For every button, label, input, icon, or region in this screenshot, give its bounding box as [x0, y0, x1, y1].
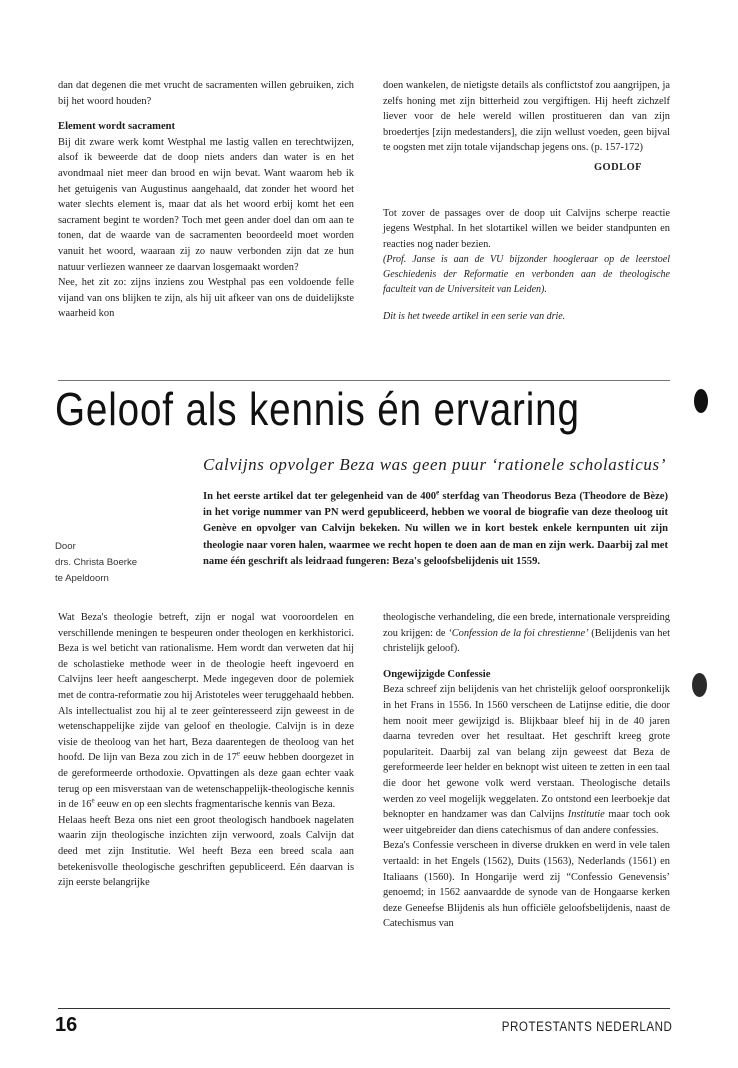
prev-closing-paragraph: Tot zover de passages over de doop uit Calvijns scherpe reactie jegens Westphal. In het slotartikel willen we beider standpunten en reacties nog nader bezien. [383, 207, 670, 250]
author-line-1: Door [55, 541, 76, 552]
author-signature: GODLOF [593, 161, 642, 173]
section-heading-confessie: Ongewijzigde Confessie [383, 668, 491, 680]
body-left-column [58, 610, 354, 891]
body-paragraph-3: theologische verhandeling, die een brede, internationale verspreiding zou krijgen: de ‘Confession de la foi chrestienne’ (Belijdenis van het christelijk geloof). [383, 612, 670, 655]
article-separator-line [58, 380, 670, 381]
footer-rule [58, 1008, 670, 1009]
body-paragraph-2: Helaas heeft Beza ons niet een groot theologisch handboek nagelaten waarin zijn theologische inzichten zijn verwoord, zoals Calvijn dat deed met zijn Institutie. Wel heeft Beza een breed scala aan betekenisvolle theologische geschriften gepubliceerd. Eén daarvan is zijn eerste belangrijke [58, 814, 354, 889]
prev-paragraph-2: Bij dit zware werk komt Westphal me lastig vallen en terechtwijzen, alsof ik beweerde dat de doop niets anders dan water is en het avondmaal niet meer dan brood en wijn bevat. Want waarom heb ik het getuigenis van Augustinus aangehaald, dat zonder het woord het water slechts element is, maar dat als het woord erbij komt het een sacrament begint te worden? Toch met geen ander doel dan om aan te tonen, dat de waarde van de sacramenten beoordeeld moet worden vanuit het woord, waaraan zij zo nauw verbonden zijn dat ze hun natuur verliezen wanneer ze daarvan losgemaakt worden? [58, 136, 354, 273]
author-line-2: drs. Christa Boerke [55, 557, 138, 568]
author-byline [55, 539, 137, 587]
author-note: (Prof. Janse is aan de VU bijzonder hoogleraar op de leerstoel Geschiedenis der Reformatie en verbonden aan de theologische faculteit van de Universiteit van Leiden). [383, 254, 670, 296]
prev-paragraph-1: dan dat degenen die met vrucht de sacramenten willen gebruiken, zich bij het woord houden? [58, 80, 354, 107]
article-lead: In het eerste artikel dat ter gelegenheid van de 400e sterfdag van Theodorus Beza (Theodore de Bèze) in het vorige nummer van PN werd gepubliceerd, hebben we vooral de biografie van deze theoloog uit Genève en opvolger van Calvijn bekeken. Nu willen we in kort bestek enkele kernpunten uit zijn theologie naar voren halen, waarmee we recht hopen te doen aan de man en zijn werk. Daarbij zal met name één geschrift als leidraad fungeren: Beza's geloofsbelijdenis uit 1559. [203, 488, 668, 567]
punch-hole-bottom [692, 673, 707, 697]
punch-hole-top [694, 389, 708, 413]
article-title: Geloof als kennis én ervaring [55, 383, 580, 435]
body-paragraph-1: Wat Beza's theologie betreft, zijn er nogal wat vooroordelen en verschillende meningen te bespeuren onder theologen en kerkhistorici. Beza is wel beticht van rationalisme. Hem wordt dan verweten dat hij de scholastieke methode weer in de theologie heeft ingevoerd en Calvijns leer heeft aangescherpt. Mede ingegeven door de polemiek met de contra-reformatie zou hij Aristoteles weer teruggehaald hebben. Als intellectualist zou hij al te zeer geïnteresseerd zijn geweest in de wetenschappelijke zijde van geloof en theologie. Calvijn is in deze visie de theoloog van het hart, Beza daarentegen de theoloog van het hoofd. De lijn van Beza zou zich in de 17e eeuw hebben doorgezet in de gereformeerde orthodoxie. Opvattingen als deze gaan echter vaak terug op een misverstaan van de wetenschappelijk-theologische kennis in de 16e eeuw en op een slechts fragmentarische kennis van Beza. [58, 612, 354, 811]
body-paragraph-5: Beza's Confessie verscheen in diverse drukken en werd in vele talen vertaald: in het Engels (1562), Duits (1563), Nederlands (1561) en Italiaans (1560). In Hongarije werd zij “Confessio Genevensis’ genoemd; in 1562 aanvaardde de synode van de Hongaarse kerken deze Geneefse Blijdenis als hun officiële geloofsbelijdenis, naast de Catechismus van [383, 840, 670, 930]
body-paragraph-4: Beza schreef zijn belijdenis van het christelijk geloof oorspronkelijk in het Frans in 1556. In 1560 verscheen de Latijnse editie, die door hem nooit meer gewijzigd is. Blijkbaar bleef hij in de 40 jaren daarna tevreden over het resultaat. Het geschrift kreeg grote populariteit. Daarbij zal van belang zijn geweest dat Beza de gereformeerde leer helder en beknopt wist uiteen te zetten in een taal die door het gewone volk werd verstaan. Theologische details werden zo veel mogelijk weggelaten. Zo ontstond een leerboekje dat beknopter en handzamer was dan Calvijns Institutie maar toch ook weer uitgebreider dan diens catechismus of dan andere confessies. [383, 684, 670, 836]
section-heading-element-sacrament: Element wordt sacrament [58, 121, 176, 133]
series-note: Dit is het tweede artikel in een serie van drie. [383, 311, 566, 323]
author-line-3: te Apeldoorn [55, 573, 109, 584]
article-subtitle: Calvijns opvolger Beza was geen puur ‘rationele scholasticus’ [203, 455, 666, 474]
body-right-column [383, 610, 670, 932]
prev-article-right-column [383, 78, 670, 324]
page-number: 16 [55, 1014, 78, 1036]
prev-paragraph-3: Nee, het zit zo: zijns inziens zou Westphal pas een voldoende felle vijand van ons blijken te zijn, als hij uit afkeer van ons de duidelijkste waarheid kon [58, 277, 354, 320]
prev-article-left-column [58, 78, 354, 322]
prev-paragraph-4: doen wankelen, de nietigste details als conflictstof zou aangrijpen, ja zelfs honing met zijn bitterheid zou vergiftigen. Hij heeft zichzelf liever voor de hele wereld willen prostitueren dan van zijn broedertjes [zijn medestanders], die zijn wellust voeden, geen bijval te oogsten met zijn totale vijandschap jegens ons. (p. 157-172) [383, 80, 670, 154]
magazine-name: PROTESTANTS NEDERLAND [501, 1019, 672, 1034]
